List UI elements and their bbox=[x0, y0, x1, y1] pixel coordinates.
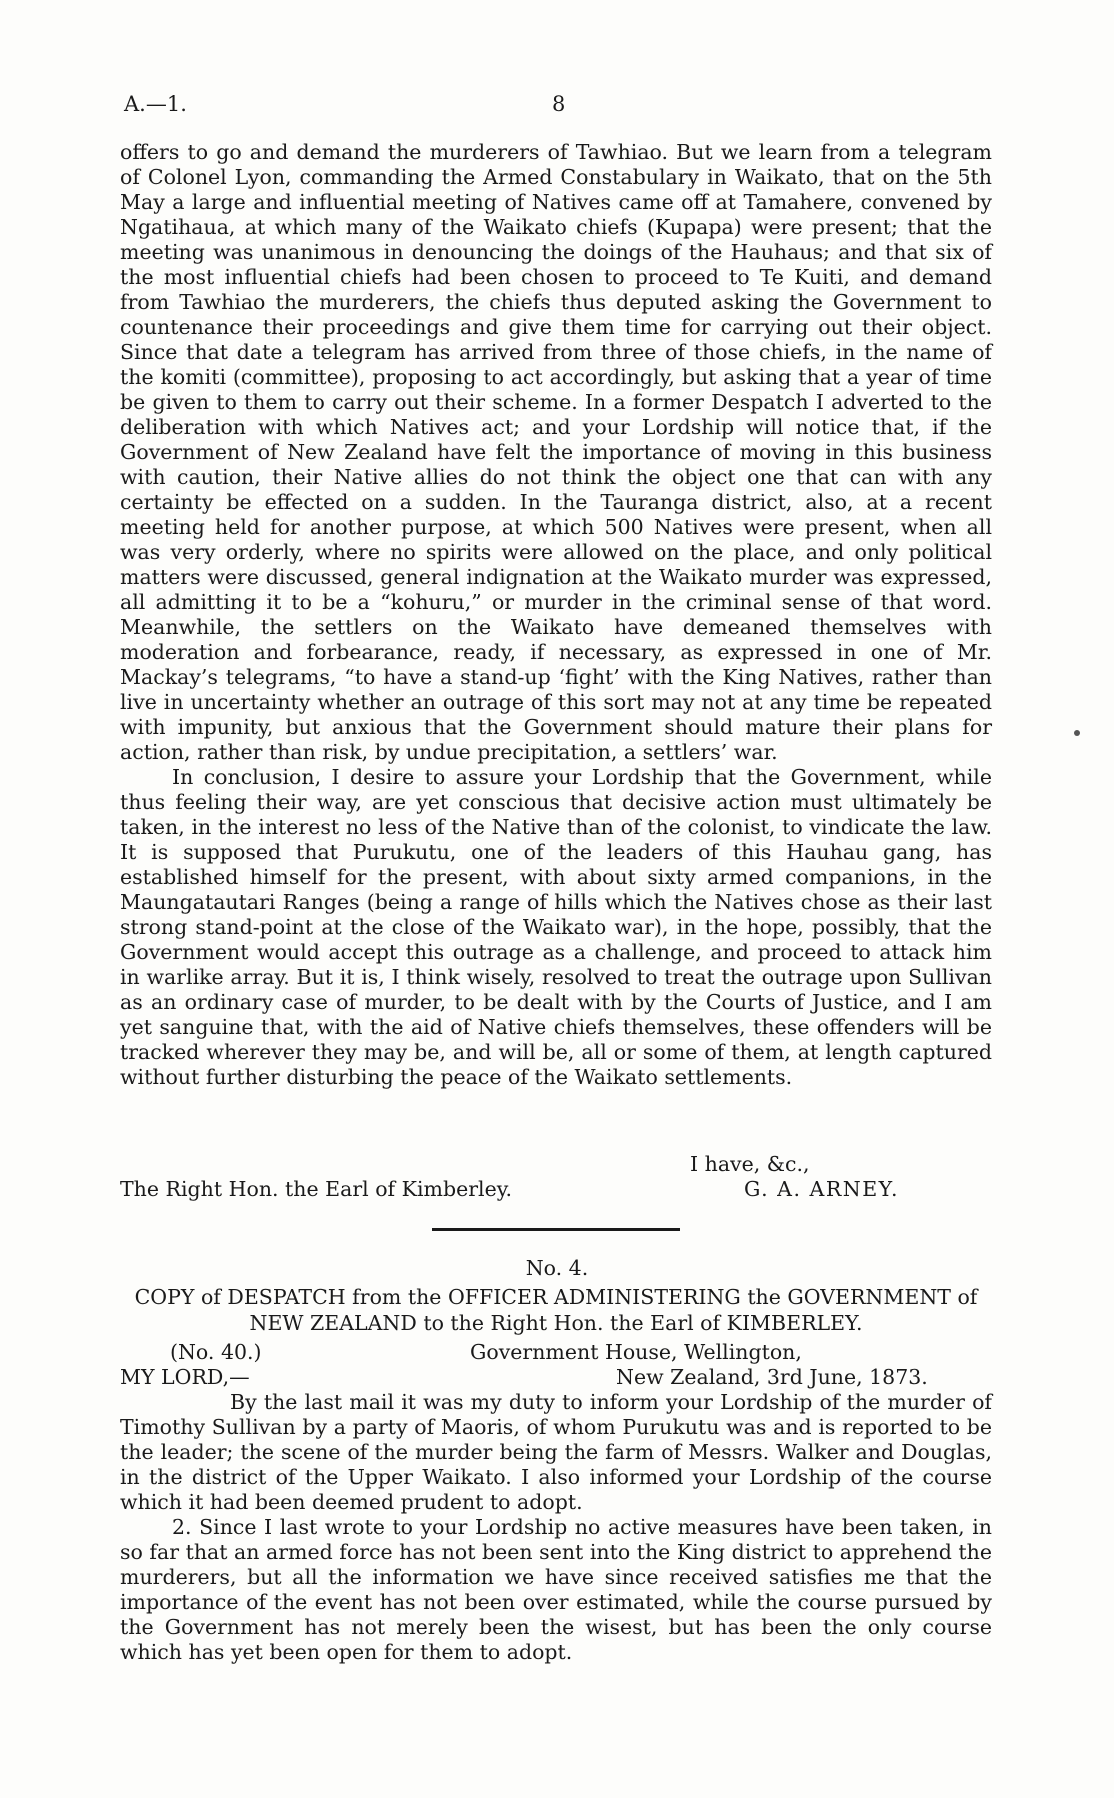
section-divider bbox=[432, 1228, 680, 1231]
despatch-title-line-1: COPY of DESPATCH from the OFFICER ADMINISTERING the GOVERNMENT of bbox=[134, 1285, 978, 1309]
despatch-4-body bbox=[120, 1390, 992, 1665]
despatch-date: New Zealand, 3rd June, 1873. bbox=[616, 1365, 928, 1389]
despatch-4-paragraph-2: 2. Since I last wrote to your Lordship no active measures have been taken, in so far that an armed force has not been sent into the King district to apprehend the murderers, but all the information we have since received satisfies me that the importance of the event has not been over estimated, while the course pursued by the Government has not merely been the wisest, but has been the only course which has yet been open for them to adopt. bbox=[120, 1515, 992, 1664]
letter-closing bbox=[120, 1152, 992, 1212]
body-paragraph-continuation: offers to go and demand the murderers of Tawhiao. But we learn from a telegram of Colonel Lyon, commanding the Armed Constabulary in Waikato, that on the 5th May a large and influential meeting of Natives came off at Tamahere, convened by Ngatihaua, at which many of the Waikato chiefs (Kupapa) were present; that the meeting was unanimous in denouncing the doings of the Hauhaus; and that six of the most influential chiefs had been chosen to proceed to Te Kuiti, and demand from Tawhiao the murderers, the chiefs thus deputed asking the Government to countenance their proceedings and give them time for carrying out their object. Since that date a telegram has arrived from three of those chiefs, in the name of the komiti (committee), proposing to act accordingly, but asking that a year of time be given to them to carry out their scheme. In a former Despatch I adverted to the deliberation with which Natives act; and your Lordship will notice that, if the Government of New Zealand have felt the importance of moving in this business with caution, their Native allies do not think the object one that can with any certainty be effected on a sudden. In the Tauranga district, also, at a recent meeting held for another purpose, at which 500 Natives were present, when all was very orderly, where no spirits were allowed on the place, and only political matters were discussed, general indignation at the Waikato murder was expressed, all admitting it to be a “kohuru,” or murder in the criminal sense of that word. Meanwhile, the settlers on the Waikato have demeaned themselves with moderation and forbearance, ready, if necessary, as expressed in one of Mr. Mackay’s telegrams, “to have a stand-up ‘fight’ with the King Natives, rather than live in uncertainty whether an outrage of this sort may not at any time be repeated with impunity, but anxious that the Government should mature their plans for action, rather than risk, by undue precipitation, a settlers’ war. bbox=[120, 140, 992, 764]
margin-speck-mark bbox=[1074, 730, 1080, 736]
despatch-title-line-2: NEW ZEALAND to the Right Hon. the Earl of KIMBERLEY. bbox=[249, 1311, 863, 1335]
page-number: 8 bbox=[552, 92, 566, 116]
despatch-number: No. 4. bbox=[525, 1256, 589, 1280]
salutation: MY LORD,— bbox=[120, 1365, 250, 1389]
despatch-reference-number: (No. 40.) bbox=[170, 1340, 262, 1364]
page-header bbox=[124, 92, 994, 122]
despatch-body bbox=[120, 140, 992, 1090]
despatch-4-paragraph-1: By the last mail it was my duty to inform your Lordship of the murder of Timothy Sullivan by a party of Maoris, of whom Purukutu was and is reported to be the leader; the scene of the murder being the farm of Messrs. Walker and Douglas, in the district of the Upper Waikato. I also informed your Lordship of the course which it had been deemed prudent to adopt. bbox=[120, 1390, 992, 1514]
closing-phrase: I have, &c., bbox=[690, 1152, 810, 1176]
addressee: The Right Hon. the Earl of Kimberley. bbox=[120, 1177, 513, 1201]
despatch-title bbox=[120, 1284, 992, 1336]
sender-location: Government House, Wellington, bbox=[470, 1340, 802, 1364]
body-paragraph-conclusion: In conclusion, I desire to assure your Lordship that the Government, while thus feeling their way, are yet conscious that decisive action must ultimately be taken, in the interest no less of the Native than of the colonist, to vindicate the law. It is supposed that Purukutu, one of the leaders of this Hauhau gang, has established himself for the present, with about sixty armed companions, in the Maungatautari Ranges (being a range of hills which the Natives chose as their last strong stand-point at the close of the Waikato war), in the hope, possibly, that the Government would accept this outrage as a challenge, and proceed to attack him in warlike array. But it is, I think wisely, resolved to treat the outrage upon Sullivan as an ordinary case of murder, to be dealt with by the Courts of Justice, and I am yet sanguine that, with the aid of Native chiefs themselves, these offenders will be tracked wherever they may be, and will be, all or some of them, at length captured without further disturbing the peace of the Waikato settlements. bbox=[120, 765, 992, 1089]
document-reference: A.—1. bbox=[124, 92, 187, 116]
signature: G. A. ARNEY. bbox=[744, 1177, 900, 1201]
